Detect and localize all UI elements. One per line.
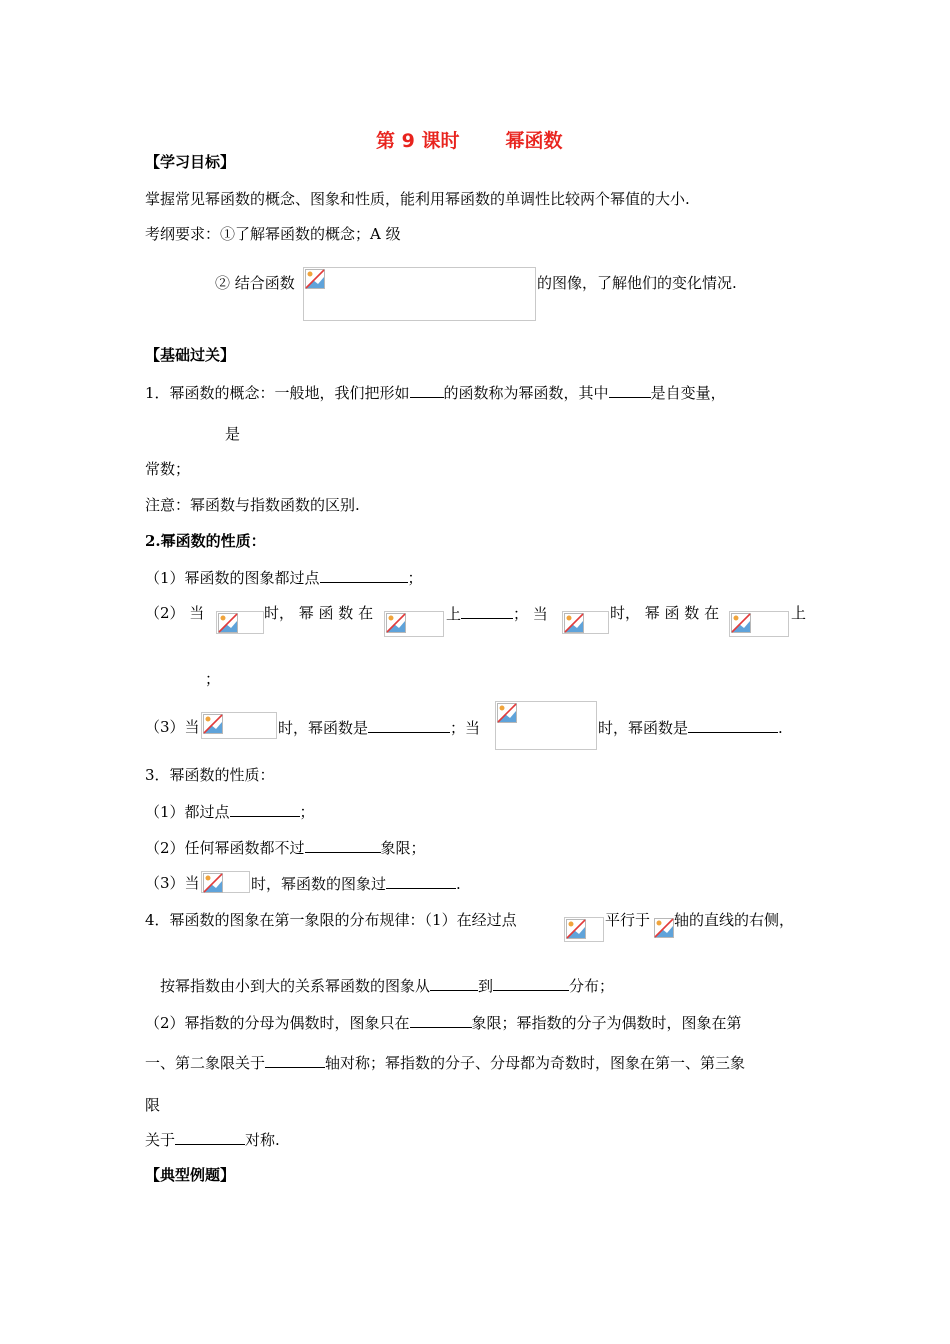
blank-to [493,975,569,991]
broken-image-icon [564,613,584,633]
item-2-2-e: 时， 幂 函 数 在 [610,604,720,622]
item-2-2-b: 时， 幂 函 数 在 [264,604,374,622]
item-3-3-a: （3）当 [145,874,200,892]
formula-image-cond-5 [201,871,250,893]
formula-image-cond-1 [216,611,264,634]
item-2-2-g: ； [205,670,221,688]
item-2-heading: 2.幂函数的性质： [145,532,266,550]
blank-from [430,975,478,991]
blank-point [320,567,408,583]
broken-image-icon [203,714,223,734]
lesson-number: 第 9 课时 [376,130,460,152]
blank-pass-point [386,873,456,889]
objectives-line-3b: 的图像，了解他们的变化情况. [537,274,737,292]
item-2-2-f: 上 [791,604,807,622]
blank-variable [609,382,651,398]
item-4-g: （2）幂指数的分母为偶数时，图象只在 象限；幂指数的分子为偶数时，图象在第 [145,1014,742,1032]
broken-image-icon [497,703,517,723]
item-2-2-c: 上 ； 当 [446,605,548,623]
item-1-constant: 常数； [145,460,191,478]
item-1-line: 1．幂函数的概念：一般地，我们把形如 的函数称为幂函数，其中 是自变量， [145,384,726,402]
broken-image-icon [566,919,586,939]
item-2-3-d: 时，幂函数是 . [598,719,783,737]
item-4-k: 限 [145,1096,161,1114]
item-4-c: 轴的直线的右侧， [674,911,795,929]
item-2-3-a: （3）当 [145,718,200,736]
objectives-heading: 【学习目标】 [145,153,236,171]
formula-image-functions [303,267,536,321]
blank-axis [265,1052,325,1068]
broken-image-icon [203,873,223,893]
blank-monotonic-1 [461,603,513,619]
item-4-d: 按幂指数由小到大的关系幂函数的图象从 到 分布； [160,977,615,995]
item-2-3-b: 时，幂函数是 ；当 [278,719,481,737]
blank-quadrant [305,837,381,853]
blank-quadrant-2 [410,1012,472,1028]
page-title [376,126,562,153]
item-3-1: （1）都过点 ； [145,803,315,821]
item-3-heading: 3．幂函数的性质： [145,766,275,784]
formula-image-cond-3 [201,712,277,739]
broken-image-icon [654,918,674,938]
blank-function-type-1 [368,717,450,733]
item-4-i: 一、第二象限关于 轴对称；幂指数的分子、分母都为奇数时，图象在第一、第三象 [145,1054,746,1072]
examples-heading: 【典型例题】 [145,1166,236,1184]
blank-form [410,382,444,398]
item-2-1: （1）幂函数的图象都过点 ； [145,569,423,587]
objectives-line-3a: ② 结合函数 [215,274,295,292]
formula-image-cond-4 [495,701,597,750]
lesson-topic: 幂函数 [505,130,563,152]
broken-image-icon [305,269,325,289]
item-4-l: 关于 对称. [145,1131,280,1149]
blank-function-type-2 [688,717,778,733]
formula-image-interval-1 [384,611,444,637]
formula-image-point [564,917,604,942]
broken-image-icon [386,613,406,633]
formula-image-axis [653,917,673,941]
basics-heading: 【基础过关】 [145,346,236,364]
objectives-line-1: 掌握常见幂函数的概念、图象和性质，能利用幂函数的单调性比较两个幂值的大小. [145,190,690,208]
item-3-2: （2）任何幂函数都不过 象限； [145,839,426,857]
item-4-b: 平行于 [605,911,651,929]
objectives-line-2: 考纲要求：①了解幂函数的概念；A 级 [145,225,401,243]
blank-common-point [230,801,300,817]
formula-image-cond-2 [562,611,609,634]
item-2-2-a: （2） 当 [145,604,205,622]
broken-image-icon [218,613,238,633]
broken-image-icon [731,613,751,633]
blank-symmetry [175,1129,245,1145]
item-1-shi: 是 [225,425,241,443]
item-3-3-b: 时，幂函数的图象过 . [251,875,461,893]
note-line: 注意：幂函数与指数函数的区别. [145,496,360,514]
formula-image-interval-2 [729,611,789,637]
item-4-a: 4．幂函数的图象在第一象限的分布规律：（1）在经过点 [145,911,517,929]
